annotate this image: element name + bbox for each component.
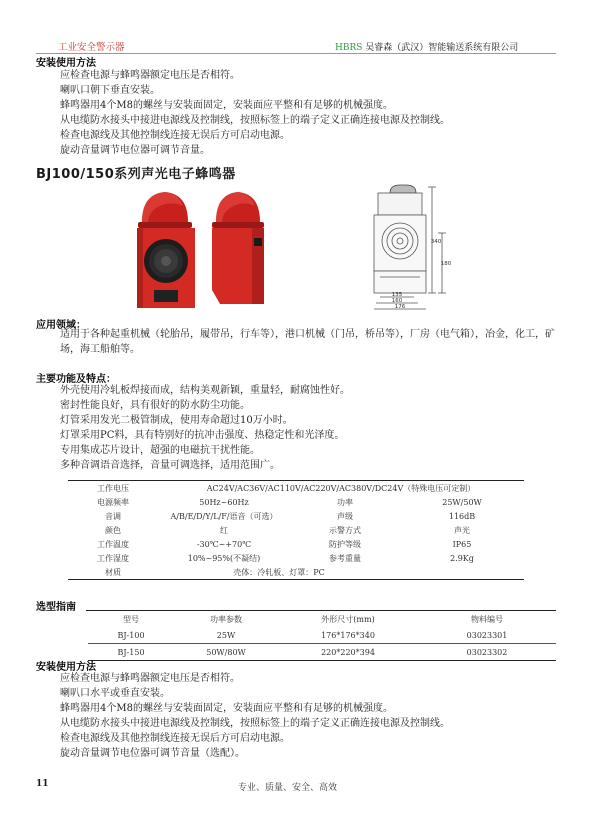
spec-label: 参考重量 <box>329 553 361 563</box>
spec-value: A/B/E/D/Y/L/F/语音（可选） <box>170 511 278 521</box>
dimension-drawing <box>360 183 460 315</box>
spec-value: 壳体：冷轧板、灯罩：PC <box>233 567 325 577</box>
selection-header-row <box>88 611 556 627</box>
product-photo <box>130 186 270 312</box>
spec-label: 声级 <box>337 511 353 521</box>
selection-cell: 03023301 <box>466 630 508 640</box>
footer-slogan: 专业、质量、安全、高效 <box>238 783 338 793</box>
install-top-line: 旋动音量调节电位器可调节音量。 <box>60 145 210 156</box>
features-list <box>60 383 350 473</box>
side-view-buzzer <box>212 192 264 304</box>
install-bottom-line: 喇叭口水平或垂直安装。 <box>60 688 170 699</box>
page-number: 11 <box>36 779 49 789</box>
header-company <box>335 40 518 53</box>
install-bottom-line: 旋动音量调节电位器可调节音量（选配）。 <box>60 748 245 759</box>
selection-cell: 50W/80W <box>206 647 246 657</box>
install-top-title: 安装使用方法 <box>36 58 96 69</box>
install-top-line: 喇叭口朝下垂直安装。 <box>60 85 160 96</box>
selection-row <box>88 644 556 661</box>
front-view-buzzer <box>137 192 195 308</box>
spec-value: 声光 <box>454 525 470 535</box>
spec-value: 2.9Kg <box>450 553 474 563</box>
install-bottom-line: 应检查电源与蜂鸣器额定电压是否相符。 <box>60 673 240 684</box>
selection-header: 型号 <box>123 614 139 624</box>
spec-row <box>68 537 524 551</box>
spec-row <box>68 551 524 565</box>
header-left-title: 工业安全警示器 <box>58 42 125 53</box>
spec-row <box>68 495 524 509</box>
spec-label: 工作温度 <box>97 539 129 549</box>
company-name: 吴睿森（武汉）智能输送系统有限公司 <box>365 43 519 53</box>
dim-160: 160 <box>391 298 403 304</box>
feature-line: 灯管采用发光二极管制成，使用寿命超过10万小时。 <box>60 415 293 426</box>
features-title: 主要功能及特点： <box>36 374 116 385</box>
selection-title: 选型指南 <box>36 602 76 613</box>
header-divider <box>36 53 556 54</box>
dim-180: 180 <box>440 261 452 267</box>
feature-line: 外壳使用冷轧板焊接而成，结构美观新颖，重量轻，耐腐蚀性好。 <box>60 385 350 396</box>
spec-value: IP65 <box>452 539 472 549</box>
spec-value: 50Hz~60Hz <box>199 497 249 507</box>
applications-text: 适用于各种起重机械（轮胎吊，履带吊，行车等），港口机械（门吊，桥吊等），厂房（电气箱），冶金，化工，矿场，海工船舶等。 <box>60 329 555 355</box>
selection-cell: 176*176*340 <box>321 630 375 640</box>
spec-value: -30℃~+70℃ <box>196 539 252 549</box>
spec-label: 颜色 <box>105 525 121 535</box>
feature-line: 灯罩采用PC料，具有特别好的抗冲击强度、热稳定性和光泽度。 <box>60 430 345 441</box>
dim-340: 340 <box>430 239 442 245</box>
spec-label: 防护等级 <box>329 539 361 549</box>
dim-135: 135 <box>391 292 403 298</box>
selection-row <box>88 627 556 644</box>
spec-label: 功率 <box>337 497 353 507</box>
install-top-line: 检查电源线及其他控制线连接无误后方可启动电源。 <box>60 130 290 141</box>
spec-label: 工作电压 <box>97 483 129 493</box>
brand-name: HBRS <box>335 43 363 53</box>
selection-cell: BJ-100 <box>117 630 145 640</box>
applications-title: 应用领域： <box>36 320 86 331</box>
spec-label: 电源频率 <box>97 497 129 507</box>
spec-label: 音调 <box>105 511 121 521</box>
product-title: BJ100/150系列声光电子蜂鸣器 <box>36 167 236 182</box>
spec-value: 10%~95%(不凝结) <box>187 553 261 563</box>
install-top-line: 从电缆防水接头中接进电源线及控制线，按照标签上的端子定义正确连接电源及控制线。 <box>60 115 450 126</box>
selection-cell: 03023302 <box>466 647 508 657</box>
spec-label: 材质 <box>105 567 121 577</box>
selection-cell: BJ-150 <box>117 647 145 657</box>
selection-header: 外形尺寸(mm) <box>321 614 375 624</box>
spec-row <box>68 481 524 496</box>
spec-value: 116dB <box>448 511 476 521</box>
feature-line: 密封性能良好，具有很好的防水防尘功能。 <box>60 400 250 411</box>
selection-cell: 220*220*394 <box>321 647 375 657</box>
install-bottom-line: 检查电源线及其他控制线连接无误后方可启动电源。 <box>60 733 290 744</box>
spec-row <box>68 565 524 580</box>
install-top-list <box>60 68 450 158</box>
install-bottom-title: 安装使用方法 <box>36 662 96 673</box>
install-top-line: 蜂鸣器用4个M8的螺丝与安装面固定，安装面应平整和有足够的机械强度。 <box>60 100 393 111</box>
install-top-line: 应检查电源与蜂鸣器额定电压是否相符。 <box>60 70 240 81</box>
spec-label: 工作湿度 <box>97 553 129 563</box>
selection-header: 功率参数 <box>210 614 242 624</box>
spec-table <box>68 480 524 580</box>
install-bottom-line: 蜂鸣器用4个M8的螺丝与安装面固定，安装面应平整和有足够的机械强度。 <box>60 703 393 714</box>
spec-row <box>68 509 524 523</box>
feature-line: 多种音调语音选择，音量可调选择，适用范围广。 <box>60 460 280 471</box>
selection-table <box>88 611 556 661</box>
selection-cell: 25W <box>216 630 236 640</box>
spec-row <box>68 523 524 537</box>
install-bottom-line: 从电缆防水接头中接进电源线及控制线，按照标签上的端子定义正确连接电源及控制线。 <box>60 718 450 729</box>
spec-label: 示警方式 <box>329 525 361 535</box>
feature-line: 专用集成芯片设计，超强的电磁抗干扰性能。 <box>60 445 260 456</box>
selection-header: 物料编号 <box>471 614 503 624</box>
spec-value: AC24V/AC36V/AC110V/AC220V/AC380V/DC24V（特殊电压可定制） <box>206 483 476 493</box>
spec-value: 红 <box>220 525 228 535</box>
dim-176: 176 <box>394 304 406 310</box>
spec-value: 25W/50W <box>442 497 482 507</box>
install-bottom-list <box>60 671 450 761</box>
